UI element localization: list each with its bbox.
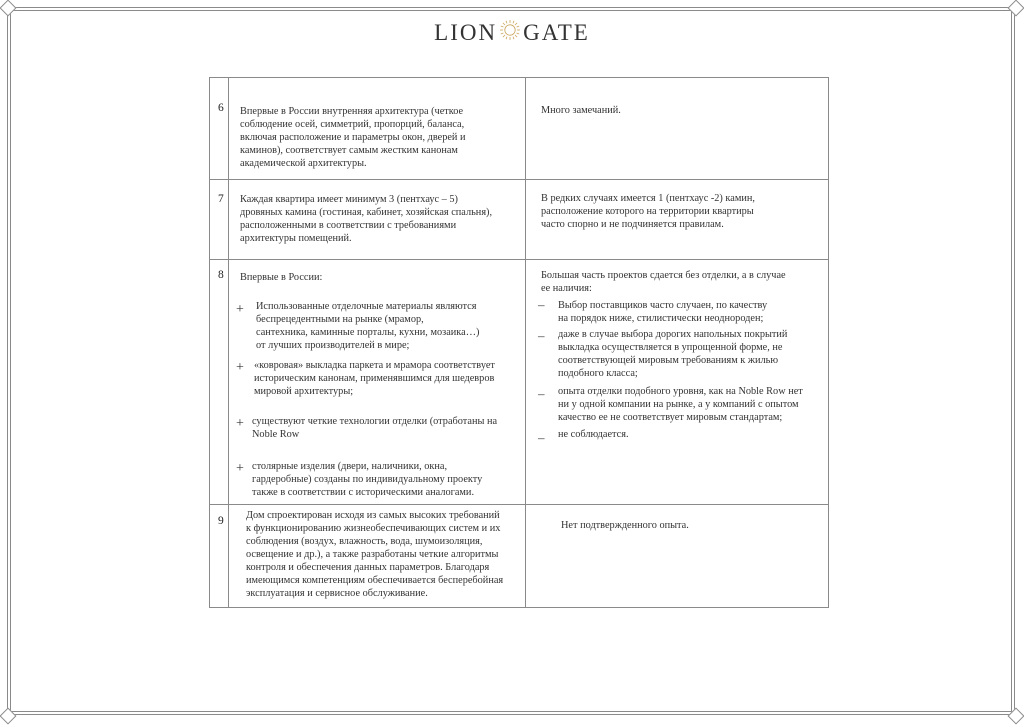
row-number: 8 — [218, 269, 224, 281]
table-cell-right: Много замечаний. — [541, 105, 621, 116]
list-item: не соблюдается. — [558, 429, 629, 440]
row-number: 6 — [218, 102, 224, 114]
list-item: существуют четкие технологии отделки (отработаны на Noble Row — [252, 416, 498, 440]
table-cell-right: В редких случаях имеется 1 (пентхаус -2) камин, расположение которого на территории квартиры часто спорно и не подчиняется правилам. — [541, 193, 755, 230]
list-item: Использованные отделочные материалы являются беспрецедентными на рынке (мрамор, сантехника, каминные порталы, кухни, мозаика…) от лучших производителей в мире; — [256, 301, 480, 351]
list-item: «ковровая» выкладка паркета и мрамора соответствует историческим канонам, применявшимся для шедевров мировой архитектуры; — [254, 360, 495, 397]
table-cell-right-intro: Большая часть проектов сдается без отделки, а в случае ее наличия: — [541, 270, 786, 294]
plus-icon: + — [236, 302, 244, 317]
logo-word-left: LION — [434, 20, 498, 45]
minus-icon: – — [538, 386, 545, 401]
sun-emblem-icon — [499, 19, 521, 47]
table-cell-left-intro: Впервые в России: — [240, 272, 323, 283]
row-divider — [210, 259, 828, 260]
list-item: опыта отделки подобного уровня, как на Noble Row нет ни у одной компании на рынке, а у компаний с опытом качество ее не соответствует мировым стандартам; — [558, 386, 803, 423]
plus-icon: + — [236, 416, 244, 431]
minus-icon: – — [538, 297, 545, 312]
table-cell-left: Каждая квартира имеет минимум 3 (пентхаус – 5) дровяных камина (гостиная, кабинет, хозяйская спальня), расположенными в соответствии с требованиями архитектуры помещений. — [240, 194, 493, 244]
list-item: Выбор поставщиков часто случаен, по качеству на порядок ниже, стилистически неоднороден; — [558, 300, 768, 324]
table-cell-left: Дом спроектирован исходя из самых высоких требований к функционированию жизнеобеспечивающих систем и их соблюдения (воздух, влажность, вода, шумоизоляция, освещение и др.), а также разработаны четкие алгоритмы контроля и обеспечения данных параметров. Благодаря имеющимся компетенциям обеспечивается бесперебойная эксплуатация и сервисное обслуживание. — [246, 510, 504, 599]
row-divider — [210, 504, 828, 505]
table-cell-left: Впервые в России внутренняя архитектура (четкое соблюдение осей, симметрий, пропорций, баланса, включая расположение и параметры окон, дверей и каминов), соответствует самым жестким канонам академической архитектуры. — [240, 106, 466, 169]
logo-word-right: GATE — [523, 20, 590, 45]
row-divider — [210, 179, 828, 180]
row-number: 7 — [218, 193, 224, 205]
list-item: даже в случае выбора дорогих напольных покрытий выкладка осуществляется в упрощенной форме, не соответствующей мировым требованиям к жилью подобного класса; — [558, 329, 788, 379]
list-item: столярные изделия (двери, наличники, окна, гардеробные) созданы по индивидуальному проекту также в соответствии с историческими аналогами. — [252, 461, 483, 498]
lion-gate-logo — [0, 20, 1024, 47]
column-divider — [525, 78, 526, 607]
row-number: 9 — [218, 515, 224, 527]
plus-icon: + — [236, 360, 244, 375]
plus-icon: + — [236, 461, 244, 476]
comparison-table — [209, 77, 829, 608]
minus-icon: – — [538, 430, 545, 445]
column-divider — [228, 78, 229, 607]
minus-icon: – — [538, 328, 545, 343]
table-cell-right: Нет подтвержденного опыта. — [561, 520, 689, 531]
